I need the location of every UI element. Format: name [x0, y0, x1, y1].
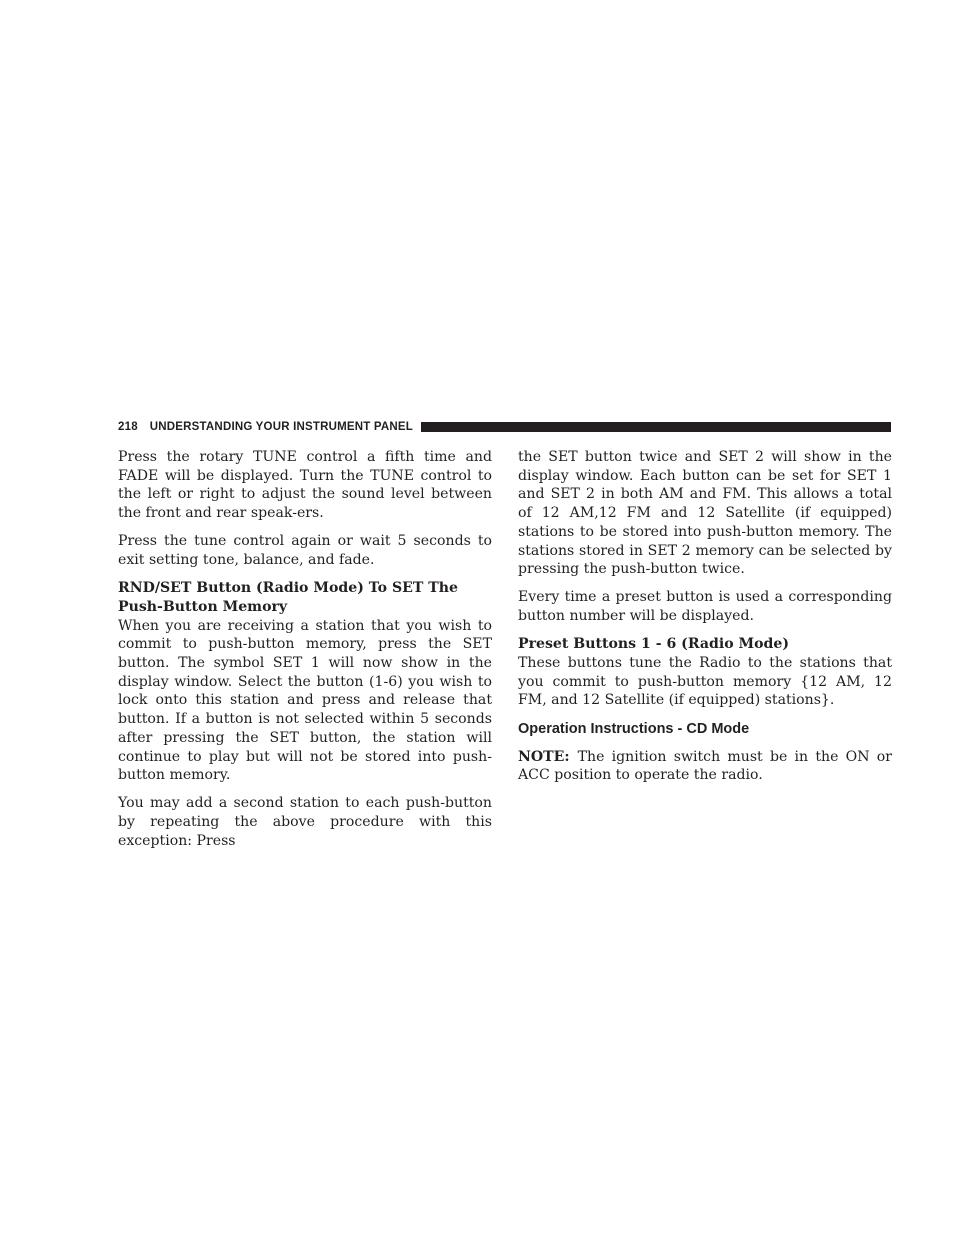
- paragraph-button-number: Every time a preset button is used a corresponding button number will be displayed.: [518, 589, 892, 625]
- paragraph-fade: Press the rotary TUNE control a fifth time and FADE will be displayed. Turn the TUNE control to the left or right to adjust the sound level between the front and rear speak-ers.: [118, 449, 492, 522]
- header-rule: [421, 422, 891, 432]
- heading-rnd-set-button: RND/SET Button (Radio Mode) To SET The Push-Button Memory: [118, 580, 458, 615]
- left-column: [118, 448, 492, 860]
- right-column: [518, 448, 892, 795]
- heading-preset-buttons: Preset Buttons 1 - 6 (Radio Mode): [518, 636, 790, 653]
- paragraph-commit-memory: When you are receiving a station that you wish to commit to push-button memory, press the SET button. The symbol SET 1 will now show in the display window. Select the button (1-6) you wish to lock onto this station and press and release that button. If a button is not selected within 5 seconds after pressing the SET button, the station will continue to play but will not be stored into push-button memory.: [118, 617, 492, 784]
- paragraph-second-station: You may add a second station to each push-button by repeating the above procedure with this exception: Press: [118, 795, 492, 849]
- paragraph-preset-tune: These buttons tune the Radio to the stations that you commit to push-button memory {12 AM, 12 FM, and 12 Satellite (if equipped) stations}.: [518, 655, 892, 709]
- heading-cd-mode: Operation Instructions - CD Mode: [518, 720, 750, 737]
- page-header: [118, 420, 891, 434]
- section-title: UNDERSTANDING YOUR INSTRUMENT PANEL: [149, 421, 413, 433]
- page-number: 218: [118, 421, 138, 433]
- paragraph-set-twice: the SET button twice and SET 2 will show in the display window. Each button can be set for SET 1 and SET 2 in both AM and FM. This allows a total of 12 AM,12 FM and 12 Satellite (if equipped) stations to be stored into push-button memory. The stations stored in SET 2 memory can be selected by pressing the push-button twice.: [518, 449, 892, 578]
- note-text: The ignition switch must be in the ON or ACC position to operate the radio.: [518, 748, 892, 784]
- paragraph-exit-setting: Press the tune control again or wait 5 seconds to exit setting tone, balance, and fade.: [118, 533, 492, 569]
- note-paragraph: [518, 748, 892, 785]
- note-label: NOTE:: [518, 748, 570, 765]
